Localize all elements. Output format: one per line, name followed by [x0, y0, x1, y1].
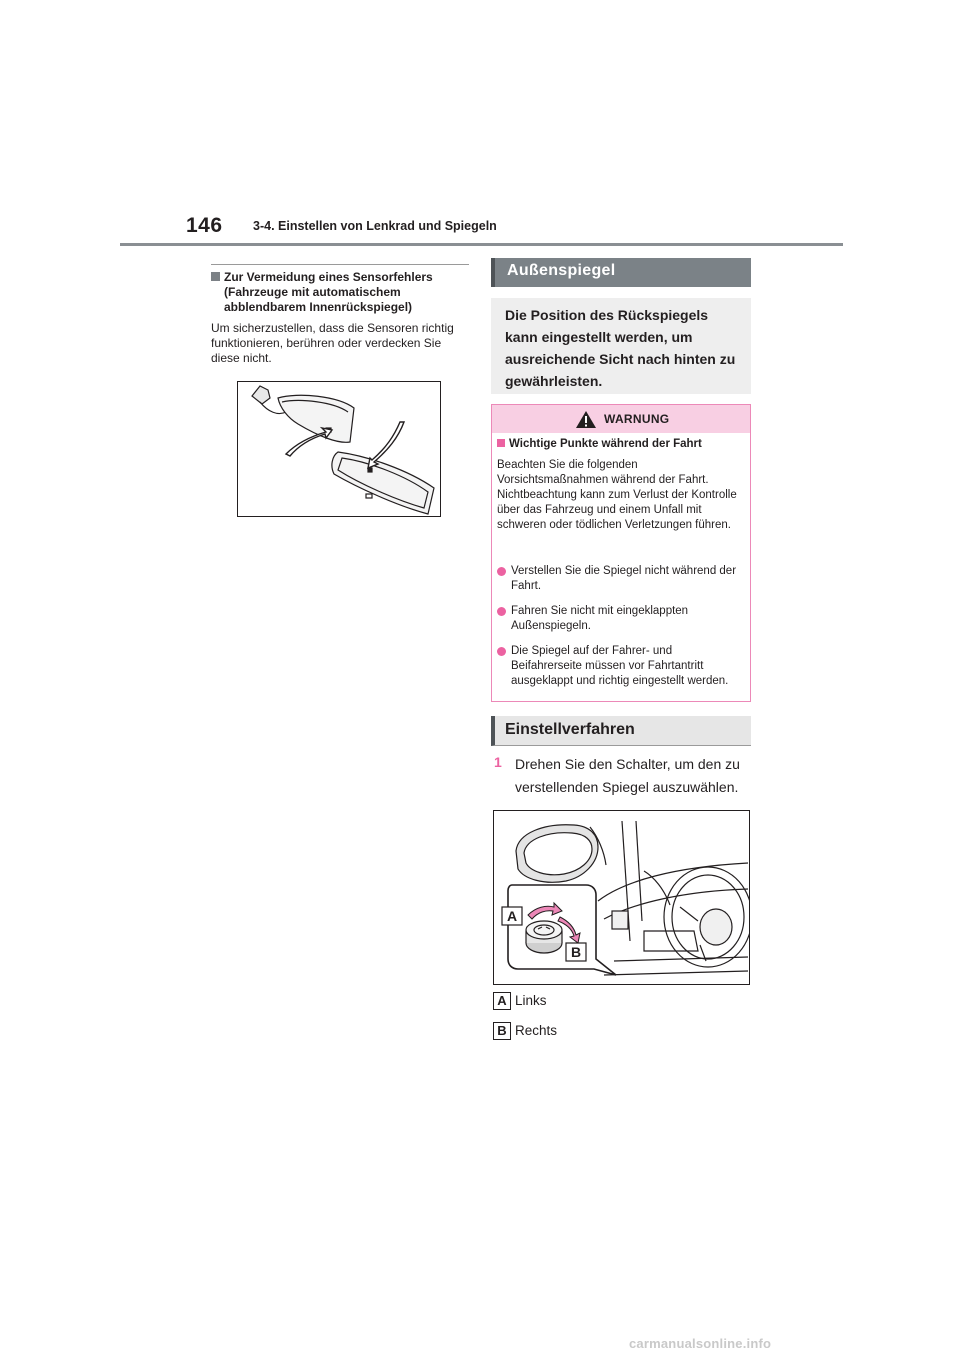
section-heading-text: Einstellverfahren — [505, 721, 635, 738]
warning-title-text: Wichtige Punkte während der Fahrt — [509, 438, 702, 450]
section-title: 3-4. Einstellen von Lenkrad und Spiegeln — [253, 219, 497, 233]
legend-label: Links — [515, 993, 547, 1008]
section-heading-text: Außenspiegel — [507, 262, 616, 279]
legend-key-box: B — [493, 1022, 511, 1040]
warning-bullet-text: Die Spiegel auf der Fahrer- und Beifahrerseite müssen vor Fahrtantritt ausgeklappt und richtig eingestellt werden. — [511, 645, 729, 687]
warning-bullet — [497, 604, 745, 636]
inner-mirror-figure — [237, 381, 441, 517]
square-bullet-icon — [211, 272, 220, 281]
step-text: Drehen Sie den Schalter, um den zu verstellenden Spiegel auszuwählen. — [515, 756, 740, 795]
summary-text: Die Position des Rückspiegels kann eingestellt werden, um ausreichende Sicht nach hinten zu gewährleisten. — [505, 307, 736, 389]
warning-body: Beachten Sie die folgenden Vorsichtsmaßnahmen während der Fahrt. Nichtbeachtung kann zum Verlust der Kontrolle über das Fahrzeug und einem Unfall mit schweren oder tödlichen Verletzungen führen. — [497, 459, 737, 531]
legend-item — [493, 992, 613, 1012]
note-divider — [211, 264, 469, 265]
section-heading-einstellverfahren — [491, 716, 751, 746]
legend-key-box: A — [493, 992, 511, 1010]
square-bullet-icon — [497, 439, 505, 447]
legend-label: Rechts — [515, 1023, 558, 1038]
warning-label: WARNUNG — [604, 412, 670, 426]
warning-bullet — [497, 644, 745, 692]
warning-triangle-icon — [575, 410, 597, 429]
warning-title — [497, 438, 702, 450]
page-number: 146 — [186, 214, 223, 237]
note-body: Um sicherzustellen, dass die Sensoren richtig funktionieren, berühren oder verdecken Sie diese nicht. — [211, 321, 454, 365]
warning-box — [491, 404, 751, 702]
figure-label-a: A — [506, 908, 518, 924]
note-heading-text: Zur Vermeidung eines Sensorfehlers (Fahrzeuge mit automatischem abblendbarem Innenrückspiegel) — [224, 270, 433, 314]
legend-item — [493, 1022, 613, 1042]
mirror-switch-illustration — [494, 811, 749, 984]
bullet-dot-icon — [497, 567, 506, 576]
summary-box — [491, 298, 751, 394]
note-heading — [211, 270, 473, 315]
watermark: carmanualsonline.info — [629, 1336, 772, 1351]
header-rule — [120, 243, 843, 246]
bullet-dot-icon — [497, 647, 506, 656]
step-number: 1 — [494, 754, 502, 770]
inner-mirror-illustration — [238, 382, 440, 516]
section-heading-aussenspiegel — [491, 258, 751, 287]
mirror-switch-figure — [493, 810, 750, 985]
bullet-dot-icon — [497, 607, 506, 616]
warning-bullet-text: Fahren Sie nicht mit eingeklappten Außenspiegeln. — [511, 605, 689, 632]
figure-label-b: B — [570, 944, 582, 960]
warning-bullet-text: Verstellen Sie die Spiegel nicht während der Fahrt. — [511, 565, 737, 592]
warning-header — [492, 405, 750, 433]
warning-bullet — [497, 564, 745, 596]
